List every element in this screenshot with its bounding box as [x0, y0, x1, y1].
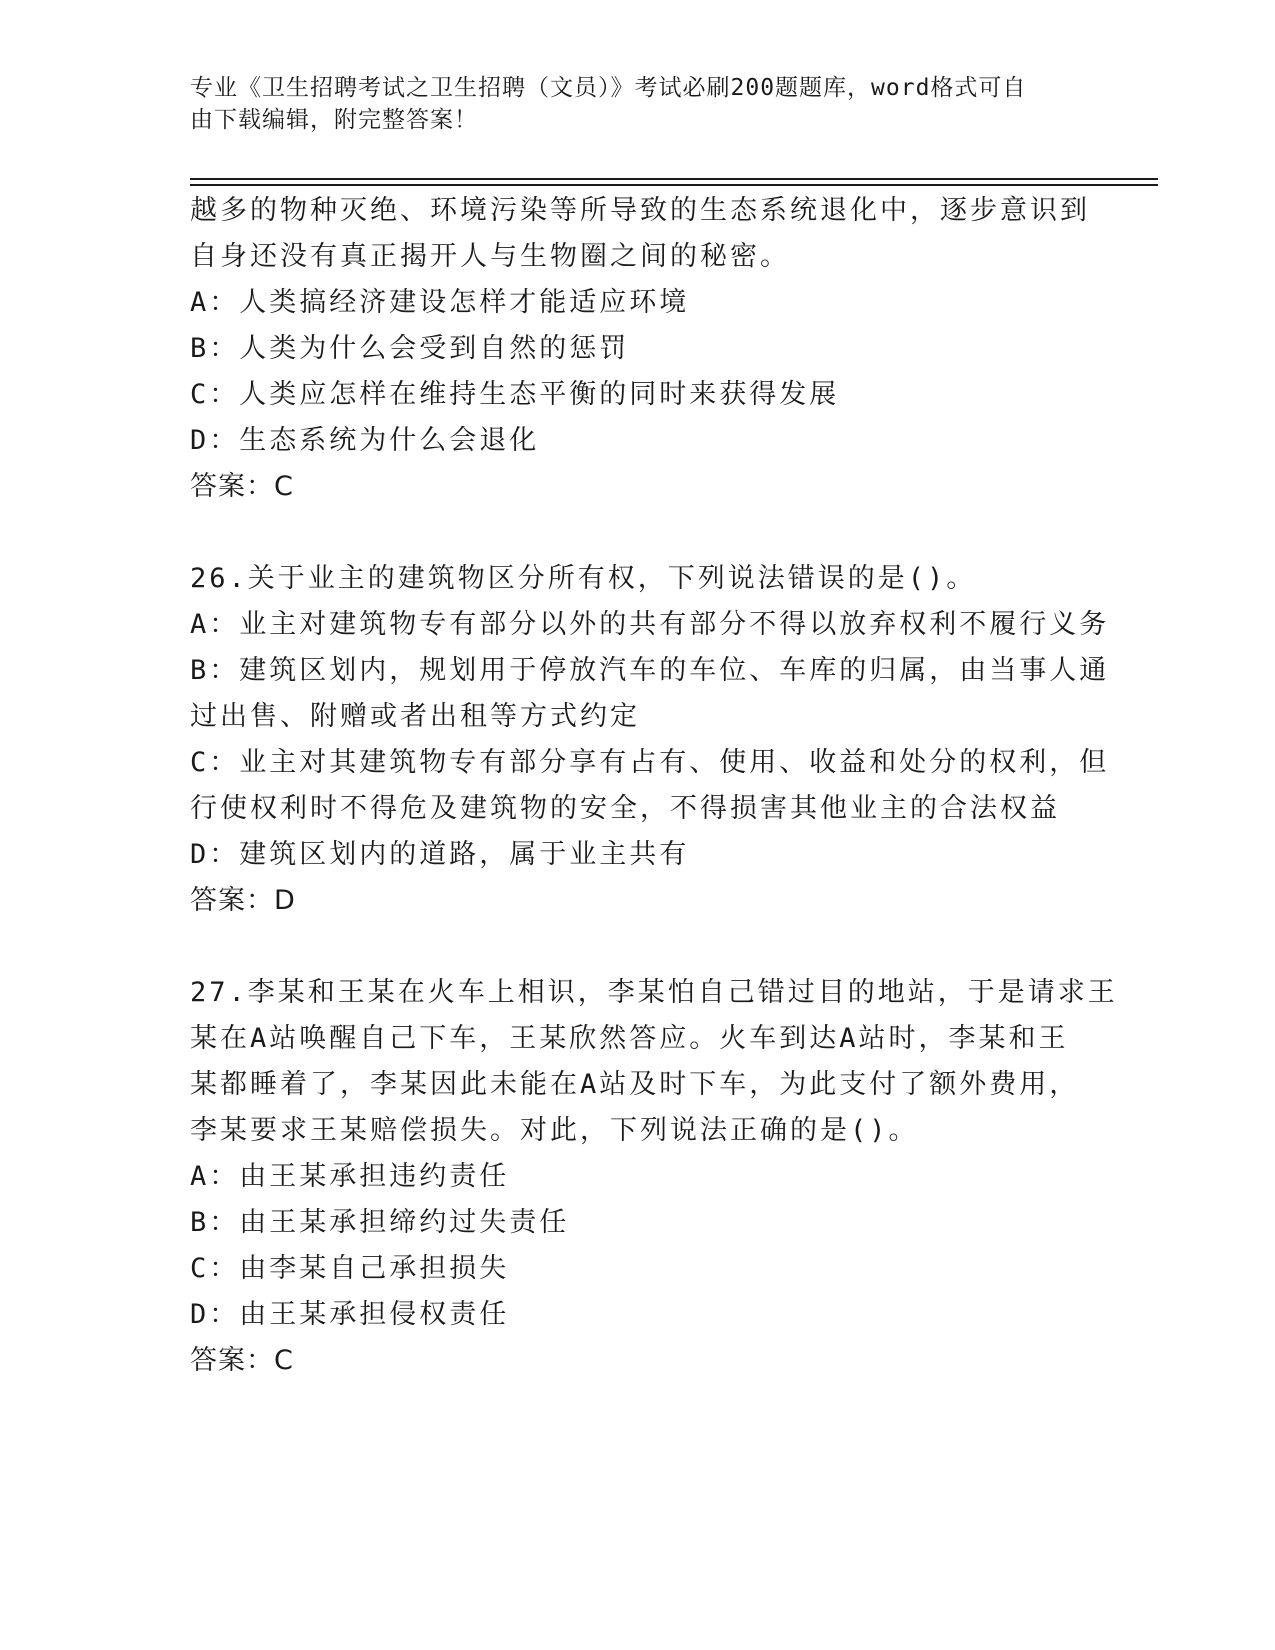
option-d: D：建筑区划内的道路，属于业主共有 [190, 839, 690, 870]
header-divider-top [190, 178, 1158, 180]
question-text-line: 26.关于业主的建筑物区分所有权，下列说法错误的是()。 [190, 563, 977, 594]
question-text-line: 某在A站唤醒自己下车，王某欣然答应。火车到达A站时，李某和王 [190, 1023, 1069, 1054]
header-title-line-1: 专业《卫生招聘考试之卫生招聘（文员）》考试必刷200题题库，word格式可自 [190, 75, 1027, 101]
document-header [190, 72, 1090, 136]
question-text-line: 自身还没有真正揭开人与生物圈之间的秘密。 [190, 241, 790, 272]
option-d: D：生态系统为什么会退化 [190, 425, 540, 456]
question-text-line: 李某要求王某赔偿损失。对此，下列说法正确的是()。 [190, 1115, 919, 1146]
option-b: B：人类为什么会受到自然的惩罚 [190, 333, 630, 364]
option-a: A：由王某承担违约责任 [190, 1161, 510, 1192]
option-d: D：由王某承担侵权责任 [190, 1299, 510, 1330]
option-c: C：业主对其建筑物专有部分享有占有、使用、收益和处分的权利，但 [190, 747, 1110, 778]
answer-label: 答案：C [190, 471, 294, 502]
question-block-26 [190, 556, 1110, 924]
question-text-line: 27.李某和王某在火车上相识，李某怕自己错过目的地站，于是请求王 [190, 977, 1118, 1008]
question-text-line: 越多的物种灭绝、环境污染等所导致的生态系统退化中，逐步意识到 [190, 195, 1090, 226]
option-b-continued: 过出售、附赠或者出租等方式约定 [190, 701, 640, 732]
option-c: C：由李某自己承担损失 [190, 1253, 510, 1284]
question-list [190, 188, 1118, 1384]
answer-label: 答案：D [190, 885, 296, 916]
question-text-line: 某都睡着了，李某因此未能在A站及时下车，为此支付了额外费用， [190, 1069, 1080, 1100]
answer-label: 答案：C [190, 1345, 294, 1376]
option-b: B：建筑区划内，规划用于停放汽车的车位、车库的归属，由当事人通 [190, 655, 1110, 686]
option-a: A：人类搞经济建设怎样才能适应环境 [190, 287, 690, 318]
option-c-continued: 行使权利时不得危及建筑物的安全，不得损害其他业主的合法权益 [190, 793, 1060, 824]
question-block-27 [190, 970, 1118, 1384]
option-a: A：业主对建筑物专有部分以外的共有部分不得以放弃权利不履行义务 [190, 609, 1110, 640]
option-b: B：由王某承担缔约过失责任 [190, 1207, 570, 1238]
header-divider-bottom [190, 184, 1158, 186]
header-title-line-2: 由下载编辑，附完整答案！ [190, 107, 478, 133]
option-c: C：人类应怎样在维持生态平衡的同时来获得发展 [190, 379, 840, 410]
question-block-continued [190, 188, 1090, 510]
